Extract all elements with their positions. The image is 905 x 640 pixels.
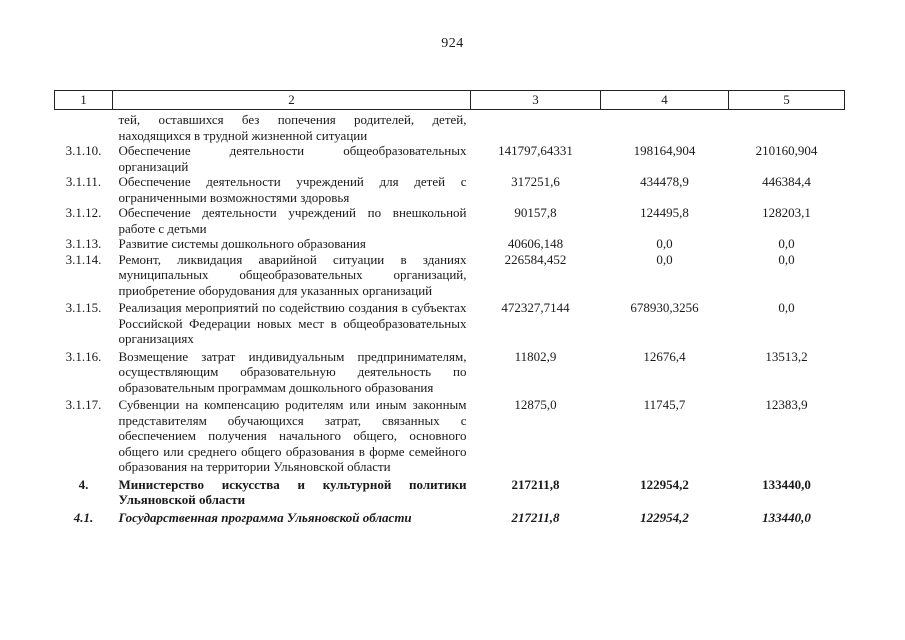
row-number: 3.1.16.: [65, 348, 102, 364]
row-value-4: 122954,2: [640, 476, 689, 492]
row-name: Реализация мероприятий по содействию создания в субъектах Российской Федерации новых мест в общеобразовательных организациях: [118, 300, 467, 346]
row-number: 3.1.14.: [65, 251, 102, 267]
row-value-5: 12383,9: [765, 397, 808, 412]
row-number: 3.1.13.: [65, 236, 102, 251]
row-name: Субвенции на компенсацию родителям или иным законным представителям обучающихся затрат, связанных с обеспечением получения начального общего, основного общего или среднего общего образования в форме семейного образования на территории Ульяновской области: [118, 397, 467, 474]
row-name: Возмещение затрат индивидуальным предпринимателям, осуществляющим образовательную деятельность по образовательным программам дошкольного образования: [118, 348, 467, 395]
row-value-3: 217211,8: [511, 509, 560, 525]
row-name: Ремонт, ликвидация аварийной ситуации в зданиях муниципальных общеобразовательных организаций, приобретение оборудования для указанных организаций: [118, 251, 467, 298]
row-name: Обеспечение деятельности общеобразовательных организаций: [118, 143, 467, 174]
row-name: Государственная программа Ульяновской области: [118, 509, 412, 525]
table-row: [55, 236, 845, 252]
table-row: [55, 252, 845, 299]
col-header-4: 4: [601, 91, 729, 110]
row-value-4: 122954,2: [640, 509, 689, 525]
row-value-4: 678930,3256: [630, 300, 699, 315]
row-value-5: 128203,1: [762, 205, 811, 220]
row-value-4: 11745,7: [643, 397, 686, 412]
col-header-1: 1: [55, 91, 113, 110]
row-number: 4.1.: [73, 509, 94, 525]
row-value-3: 226584,452: [504, 251, 567, 267]
row-value-3: 11802,9: [514, 348, 557, 364]
row-value-5: 0,0: [778, 251, 795, 267]
table-row: [55, 298, 845, 347]
row-name: Обеспечение деятельности учреждений для детей с ограниченными возможностями здоровья: [118, 174, 467, 205]
table-row: [55, 143, 845, 174]
row-value-5: 0,0: [778, 300, 795, 315]
row-value-4: 0,0: [656, 251, 673, 267]
table-row: [55, 110, 845, 144]
row-number: 3.1.17.: [65, 397, 102, 412]
row-name: Обеспечение деятельности учреждений по внешкольной работе с детьми: [118, 205, 467, 236]
row-value-4: 12676,4: [643, 348, 686, 364]
row-value-4: 124495,8: [640, 205, 689, 220]
header-row: [55, 91, 845, 110]
row-number: 3.1.15.: [65, 300, 102, 315]
table-body: [55, 110, 845, 526]
row-value-3: 141797,64331: [498, 143, 573, 158]
row-name: Развитие системы дошкольного образования: [118, 236, 366, 251]
row-value-5: 0,0: [778, 236, 795, 251]
row-value-5: [729, 110, 845, 144]
row-number: 3.1.10.: [65, 143, 102, 158]
table-header: [55, 91, 845, 110]
row-value-5: 210160,904: [755, 143, 818, 158]
row-number: 3.1.12.: [65, 205, 102, 220]
row-value-5: 446384,4: [762, 174, 811, 189]
row-value-4: 434478,9: [640, 174, 689, 189]
row-name: Министерство искусства и культурной политики Ульяновской области: [118, 476, 467, 507]
row-value-3: 472327,7144: [501, 300, 570, 315]
budget-table: [54, 90, 845, 525]
row-value-3: [471, 110, 601, 144]
col-header-2: 2: [113, 91, 471, 110]
page-number: 924: [441, 36, 464, 51]
row-name: тей, оставшихся без попечения родителей, детей, находящихся в трудной жизненной ситуации: [118, 112, 467, 143]
row-number: [55, 110, 113, 144]
table-row: [55, 395, 845, 475]
row-value-3: 90157,8: [514, 205, 557, 220]
col-header-3: 3: [471, 91, 601, 110]
row-value-5: 133440,0: [762, 476, 811, 492]
row-value-5: 133440,0: [762, 509, 811, 525]
table-row: [55, 347, 845, 396]
row-value-3: 217211,8: [511, 476, 560, 492]
row-value-3: 12875,0: [514, 397, 557, 412]
row-value-4: 0,0: [656, 236, 673, 251]
col-header-5: 5: [729, 91, 845, 110]
table-row: [55, 508, 845, 526]
row-value-3: 40606,148: [507, 236, 564, 251]
table-row: [55, 475, 845, 508]
row-value-5: 13513,2: [765, 348, 808, 364]
row-number: 3.1.11.: [65, 174, 102, 189]
table-row: [55, 205, 845, 236]
table-row: [55, 174, 845, 205]
row-number: 4.: [78, 476, 89, 492]
row-value-4: 198164,904: [633, 143, 696, 158]
row-value-4: [601, 110, 729, 144]
row-value-3: 317251,6: [511, 174, 560, 189]
